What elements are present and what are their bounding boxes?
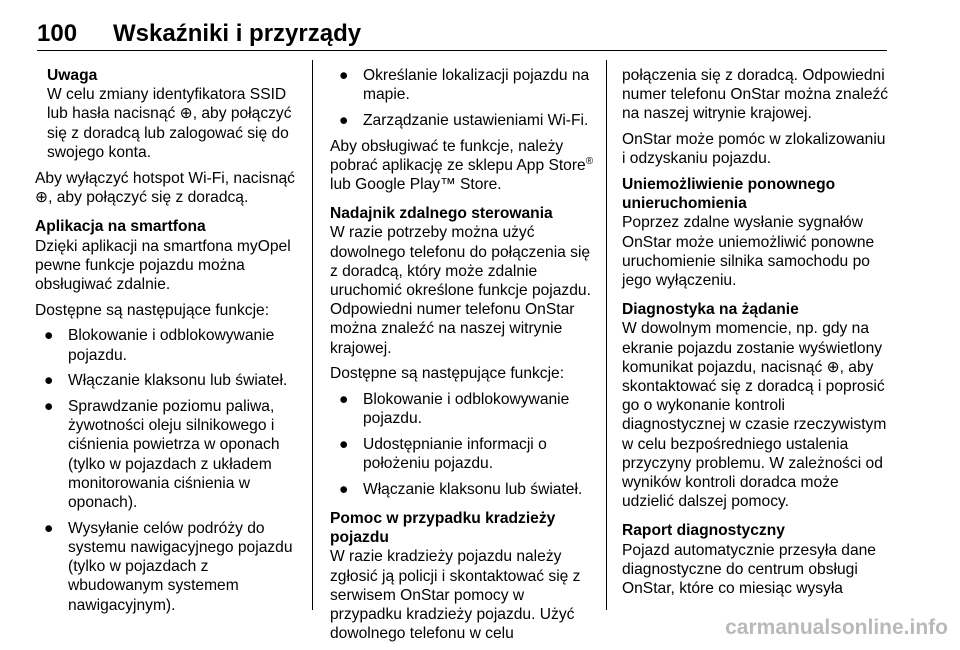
- page-header: [37, 16, 887, 51]
- list-item: [35, 519, 297, 615]
- list-item-text: Włączanie klaksonu lub świateł.: [363, 480, 583, 498]
- download-text-a: Aby obsługiwać te funkcje, należy pobrać aplikację ze sklepu App Store: [330, 137, 586, 174]
- note-box: [35, 66, 297, 162]
- list-item-text: Udostępnianie informacji o położeniu pojazdu.: [363, 435, 547, 473]
- list-item-text: Sprawdzanie poziomu paliwa, żywotności oleju silnikowego i ciśnienia powietrza w oponach (tylko w pojazdach z układem monitorowania ciśnienia w oponach).: [68, 398, 280, 512]
- theft-heading: Pomoc w przypadku kradzieży pojazdu: [330, 510, 556, 547]
- page-number: 100: [37, 20, 78, 47]
- column-1: [35, 66, 297, 621]
- functions-intro: Dostępne są następujące funkcje:: [330, 365, 565, 383]
- chapter-title: Wskaźniki i przyrządy: [113, 20, 362, 47]
- list-item: [330, 111, 595, 130]
- bullet-icon: ●: [339, 111, 349, 129]
- list-item: [330, 390, 595, 428]
- list-item-text: Określanie lokalizacji pojazdu na mapie.: [363, 67, 590, 104]
- bullet-icon: ●: [44, 327, 54, 345]
- download-paragraph: [330, 137, 595, 195]
- note-text: W celu zmiany identyfikatora SSID lub hasła nacisnąć ⊕, aby połączyć się z doradcą lub zalogować się do swojego konta.: [47, 86, 292, 161]
- function-list-top: [330, 66, 595, 130]
- list-item: [330, 435, 595, 473]
- list-item: [330, 480, 595, 499]
- theft-paragraph: W razie kradzieży pojazdu należy zgłosić ją policji i skontaktować się z serwisem OnStar pomocy w przypadku kradzieży pojazdu. Użyć dowolnego telefonu w celu: [330, 548, 581, 643]
- column-3: [622, 66, 890, 605]
- hotspot-paragraph: Aby wyłączyć hotspot Wi-Fi, nacisnąć ⊕, aby połączyć się z doradcą.: [35, 170, 295, 207]
- app-paragraph: Dzięki aplikacji na smartfona myOpel pewne funkcje pojazdu można obsługiwać zdalnie.: [35, 237, 291, 294]
- functions-intro: Dostępne są następujące funkcje:: [35, 301, 270, 319]
- list-item: [35, 397, 297, 512]
- app-heading: Aplikacja na smartfona: [35, 218, 206, 236]
- bullet-icon: ●: [44, 372, 54, 390]
- bullet-icon: ●: [339, 391, 349, 409]
- registered-mark: ®: [585, 155, 594, 167]
- report-heading: Raport diagnostyczny: [622, 522, 785, 540]
- download-text-b: lub Google Play™ Store.: [330, 176, 502, 194]
- remote-paragraph: W razie potrzeby można użyć dowolnego telefonu do połączenia się z doradcą, który może zdalnie uruchomić określone funkcje pojazdu. Odpowiedni numer telefonu OnStar można znaleźć na naszej witrynie krajowej.: [330, 224, 591, 357]
- column-2: [330, 66, 595, 650]
- function-list: [35, 326, 297, 614]
- list-item-text: Włączanie klaksonu lub świateł.: [68, 372, 288, 390]
- locate-paragraph: OnStar może pomóc w zlokalizowaniu i odzyskaniu pojazdu.: [622, 131, 886, 168]
- immobilize-paragraph: Poprzez zdalne wysłanie sygnałów OnStar może uniemożliwić ponowne uruchomienie silnika samochodu po jego wyłączeniu.: [622, 214, 875, 290]
- diagnostics-heading: Diagnostyka na żądanie: [622, 301, 799, 319]
- list-item: [35, 326, 297, 364]
- continued-paragraph: połączenia się z doradcą. Odpowiedni numer telefonu OnStar można znaleźć na naszej witrynie krajowej.: [622, 67, 889, 123]
- list-item: [35, 371, 297, 390]
- list-item-text: Blokowanie i odblokowywanie pojazdu.: [363, 391, 570, 428]
- bullet-icon: ●: [339, 480, 349, 498]
- list-item-text: Wysyłanie celów podróży do systemu nawigacyjnego pojazdu (tylko w pojazdach z wbudowanym systemem nawigacyjnym).: [68, 519, 293, 614]
- watermark: carmanualsonline.info: [725, 616, 948, 639]
- function-list: [330, 390, 595, 499]
- bullet-icon: ●: [44, 398, 54, 416]
- list-item: [330, 66, 595, 104]
- report-paragraph: Pojazd automatycznie przesyła dane diagnostyczne do centrum obsługi OnStar, które co miesiąc wysyła: [622, 541, 876, 598]
- column-divider: [606, 60, 607, 610]
- list-item-text: Zarządzanie ustawieniami Wi-Fi.: [363, 111, 589, 129]
- remote-heading: Nadajnik zdalnego sterowania: [330, 205, 553, 223]
- column-divider: [312, 60, 313, 610]
- bullet-icon: ●: [339, 435, 349, 453]
- list-item-text: Blokowanie i odblokowywanie pojazdu.: [68, 327, 275, 364]
- bullet-icon: ●: [339, 67, 349, 84]
- bullet-icon: ●: [44, 519, 54, 537]
- immobilize-heading: Uniemożliwienie ponownego unieruchomienia: [622, 176, 836, 213]
- note-title: Uwaga: [47, 67, 98, 84]
- diagnostics-paragraph: W dowolnym momencie, np. gdy na ekranie pojazdu zostanie wyświetlony komunikat pojazdu, nacisnąć ⊕, aby skontaktować się z doradcą i poprosić go o wykonanie kontroli diagnostycznej w czasie rzeczywistym w celu bezpośredniego ustalenia przyczyny problemu. W zależności od wyników kontroli doradca może udzielić dalszej pomocy.: [622, 320, 887, 511]
